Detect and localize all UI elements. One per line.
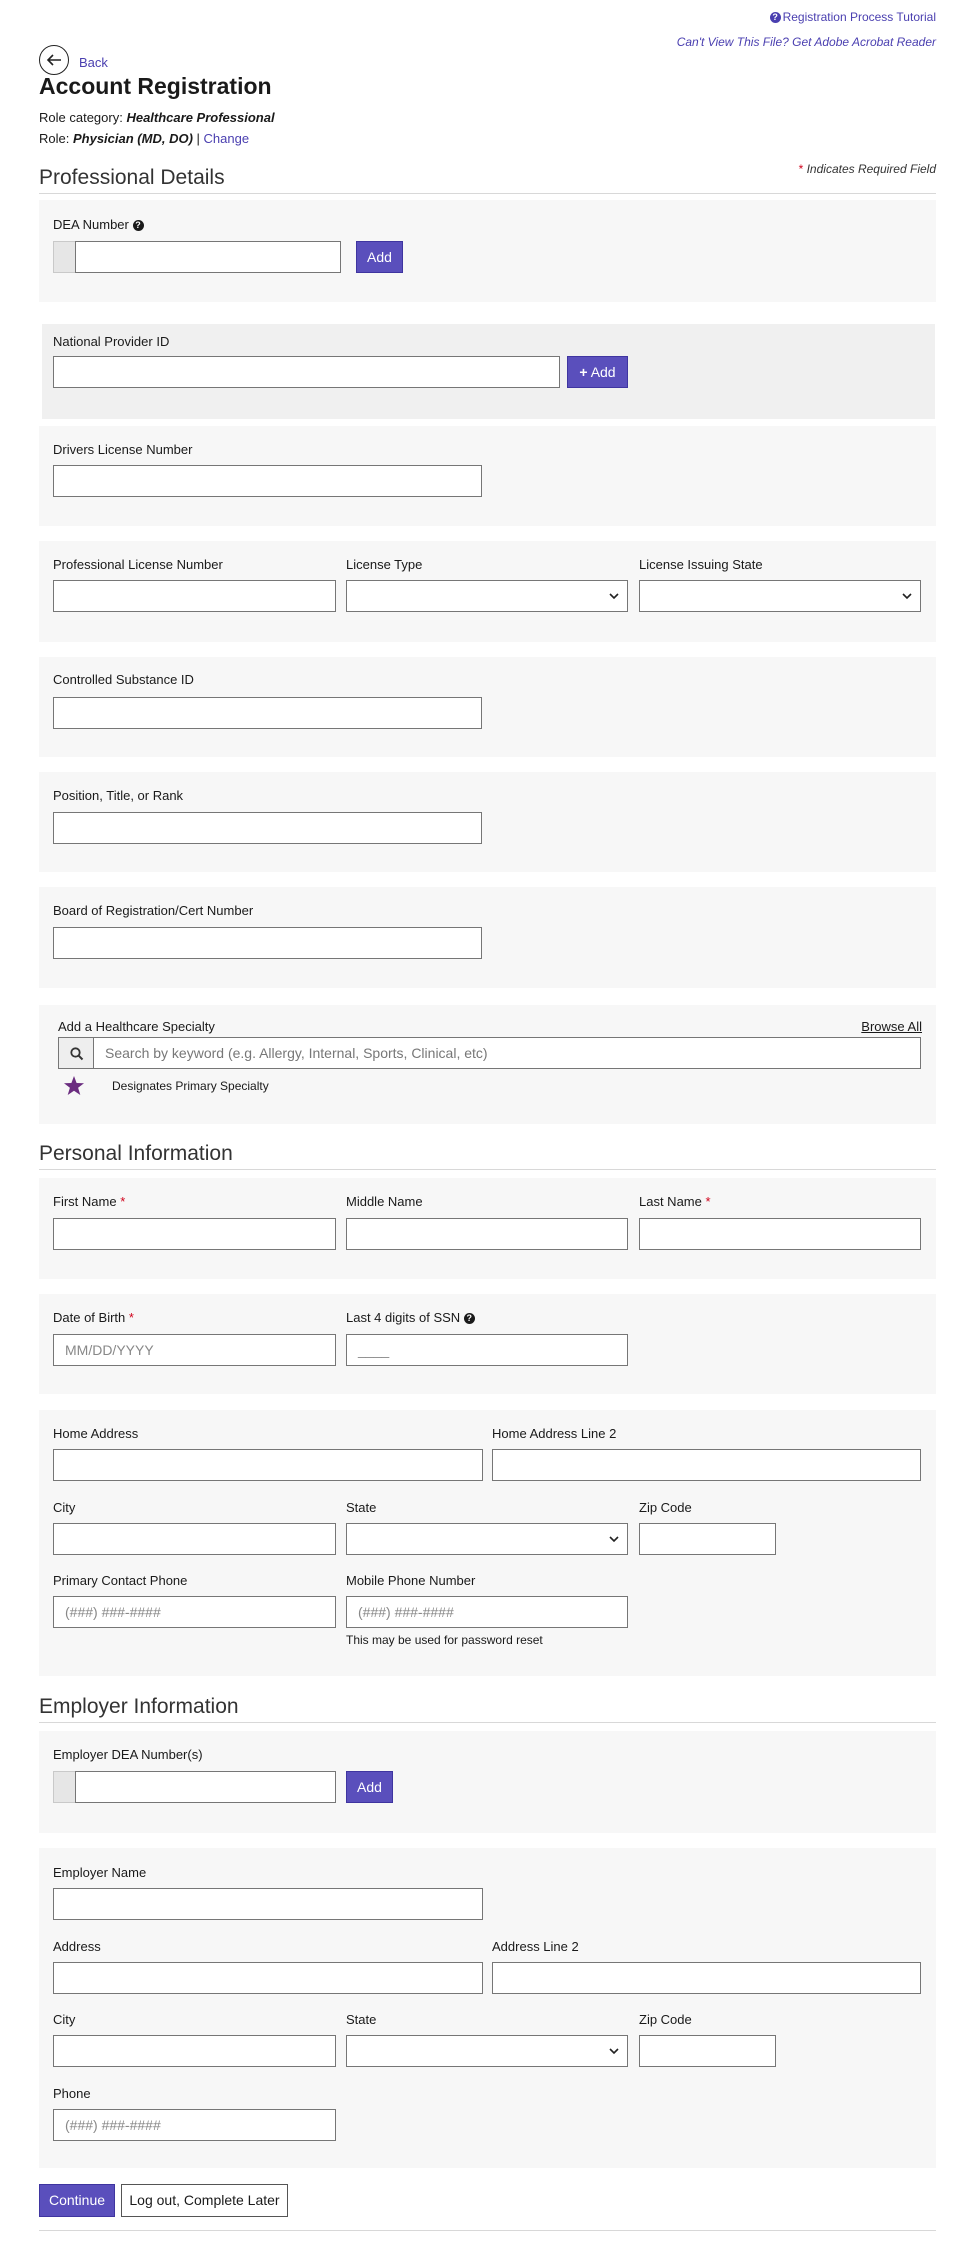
dea-prefix xyxy=(53,241,77,273)
board-panel xyxy=(39,887,936,988)
position-input[interactable] xyxy=(53,812,482,844)
role-line: Role: Physician (MD, DO) | Change xyxy=(39,131,250,146)
drivers-license-label: Drivers License Number xyxy=(53,442,193,457)
dob-ssn-panel xyxy=(39,1294,936,1394)
prof-license-input[interactable] xyxy=(53,580,336,612)
chevron-down-icon xyxy=(902,590,912,602)
middle-name-label: Middle Name xyxy=(346,1194,423,1209)
employer-state-select[interactable] xyxy=(346,2035,628,2067)
primary-phone-input[interactable]: (###) ###-#### xyxy=(53,1596,336,1628)
ssn-input[interactable]: ____ xyxy=(346,1334,628,1366)
employer-name-input[interactable] xyxy=(53,1888,483,1920)
license-state-label: License Issuing State xyxy=(639,557,763,572)
board-input[interactable] xyxy=(53,927,482,959)
employer-address-label: Address xyxy=(53,1939,101,1954)
name-panel xyxy=(39,1178,936,1279)
plus-icon: + xyxy=(579,364,588,380)
tutorial-link[interactable]: ? Registration Process Tutorial xyxy=(677,10,936,24)
employer-state-label: State xyxy=(346,2012,377,2027)
employer-phone-input[interactable]: (###) ###-#### xyxy=(53,2109,336,2141)
home-address2-input[interactable] xyxy=(492,1449,921,1481)
first-name-label: First Name * xyxy=(53,1194,126,1209)
controlled-substance-label: Controlled Substance ID xyxy=(53,672,194,687)
professional-license-panel xyxy=(39,541,936,642)
employer-dea-add-button[interactable]: Add xyxy=(346,1771,393,1803)
npi-label: National Provider ID xyxy=(53,334,170,349)
primary-phone-label: Primary Contact Phone xyxy=(53,1573,188,1588)
employer-zip-label: Zip Code xyxy=(639,2012,692,2027)
home-address2-label: Home Address Line 2 xyxy=(492,1426,617,1441)
help-icon[interactable]: ? xyxy=(464,1313,475,1324)
controlled-substance-input[interactable] xyxy=(53,697,482,729)
section-employer-information: Employer Information xyxy=(39,1695,936,1723)
license-state-select[interactable] xyxy=(639,580,921,612)
logout-button[interactable]: Log out, Complete Later xyxy=(121,2184,288,2217)
arrow-left-icon xyxy=(46,52,62,68)
city-label: City xyxy=(53,1500,76,1515)
required-note: * Indicates Required Field xyxy=(798,162,936,176)
npi-panel xyxy=(42,324,935,419)
first-name-input[interactable] xyxy=(53,1218,336,1250)
controlled-substance-panel xyxy=(39,657,936,757)
employer-dea-input[interactable] xyxy=(75,1771,336,1803)
position-panel xyxy=(39,772,936,872)
ssn-label: Last 4 digits of SSN ? xyxy=(346,1310,477,1325)
question-icon: ? xyxy=(770,12,781,23)
dea-input[interactable] xyxy=(75,241,341,273)
state-label: State xyxy=(346,1500,377,1515)
top-links xyxy=(677,10,936,60)
specialty-label: Add a Healthcare Specialty xyxy=(58,1019,215,1034)
role-category-line: Role category: Healthcare Professional xyxy=(39,110,275,125)
employer-dea-panel xyxy=(39,1731,936,1833)
search-icon xyxy=(70,1047,84,1061)
back-link[interactable]: Back xyxy=(79,55,108,70)
continue-button[interactable]: Continue xyxy=(39,2184,115,2217)
home-address-label: Home Address xyxy=(53,1426,139,1441)
position-label: Position, Title, or Rank xyxy=(53,788,184,803)
specialty-panel xyxy=(39,1005,936,1124)
dea-panel xyxy=(39,200,936,302)
employer-dea-label: Employer DEA Number(s) xyxy=(53,1747,203,1762)
specialty-search-input[interactable]: Search by keyword (e.g. Allergy, Internal, Sports, Clinical, etc) xyxy=(93,1037,921,1069)
dob-label: Date of Birth * xyxy=(53,1310,134,1325)
npi-input[interactable] xyxy=(53,356,560,388)
npi-add-button[interactable]: + Add xyxy=(567,356,628,388)
employer-address-input[interactable] xyxy=(53,1962,483,1994)
chevron-down-icon xyxy=(609,1533,619,1545)
role-value: Physician (MD, DO) xyxy=(72,131,193,146)
mobile-phone-label: Mobile Phone Number xyxy=(346,1573,476,1588)
last-name-label: Last Name * xyxy=(639,1194,711,1209)
browse-all-link[interactable]: Browse All xyxy=(861,1019,922,1034)
change-role-link[interactable]: Change xyxy=(203,131,250,146)
dob-input[interactable]: MM/DD/YYYY xyxy=(53,1334,336,1366)
license-type-select[interactable] xyxy=(346,580,628,612)
last-name-input[interactable] xyxy=(639,1218,921,1250)
home-address-panel xyxy=(39,1410,936,1676)
license-type-label: License Type xyxy=(346,557,423,572)
page-title: Account Registration xyxy=(39,73,272,99)
employer-name-label: Employer Name xyxy=(53,1865,147,1880)
zip-label: Zip Code xyxy=(639,1500,692,1515)
acrobat-link[interactable]: Can't View This File? Get Adobe Acrobat Reader xyxy=(676,35,936,49)
zip-input[interactable] xyxy=(639,1523,776,1555)
drivers-license-panel xyxy=(39,426,936,526)
middle-name-input[interactable] xyxy=(346,1218,628,1250)
employer-address2-input[interactable] xyxy=(492,1962,921,1994)
star-icon xyxy=(63,1075,85,1097)
chevron-down-icon xyxy=(609,2045,619,2057)
home-address-input[interactable] xyxy=(53,1449,483,1481)
search-icon-button[interactable] xyxy=(58,1037,94,1069)
role-category-value: Healthcare Professional xyxy=(126,110,275,125)
mobile-phone-help: This may be used for password reset xyxy=(346,1633,543,1647)
mobile-phone-input[interactable]: (###) ###-#### xyxy=(346,1596,628,1628)
employer-city-input[interactable] xyxy=(53,2035,336,2067)
employer-address2-label: Address Line 2 xyxy=(492,1939,579,1954)
section-personal-information: Personal Information xyxy=(39,1142,936,1170)
employer-dea-prefix xyxy=(53,1771,77,1803)
city-input[interactable] xyxy=(53,1523,336,1555)
employer-city-label: City xyxy=(53,2012,76,2027)
chevron-down-icon xyxy=(609,590,619,602)
drivers-license-input[interactable] xyxy=(53,465,482,497)
dea-label: DEA Number ? xyxy=(53,217,146,232)
back-button[interactable] xyxy=(39,45,69,75)
help-icon[interactable]: ? xyxy=(133,220,144,231)
dea-add-button[interactable]: Add xyxy=(356,241,403,273)
bottom-divider xyxy=(39,2230,936,2231)
state-select[interactable] xyxy=(346,1523,628,1555)
section-professional-details: Professional Details xyxy=(39,166,936,194)
employer-details-panel xyxy=(39,1848,936,2168)
employer-phone-label: Phone xyxy=(53,2086,91,2101)
board-label: Board of Registration/Cert Number xyxy=(53,903,254,918)
primary-specialty-note: Designates Primary Specialty xyxy=(112,1079,269,1093)
employer-zip-input[interactable] xyxy=(639,2035,776,2067)
prof-license-label: Professional License Number xyxy=(53,557,223,572)
